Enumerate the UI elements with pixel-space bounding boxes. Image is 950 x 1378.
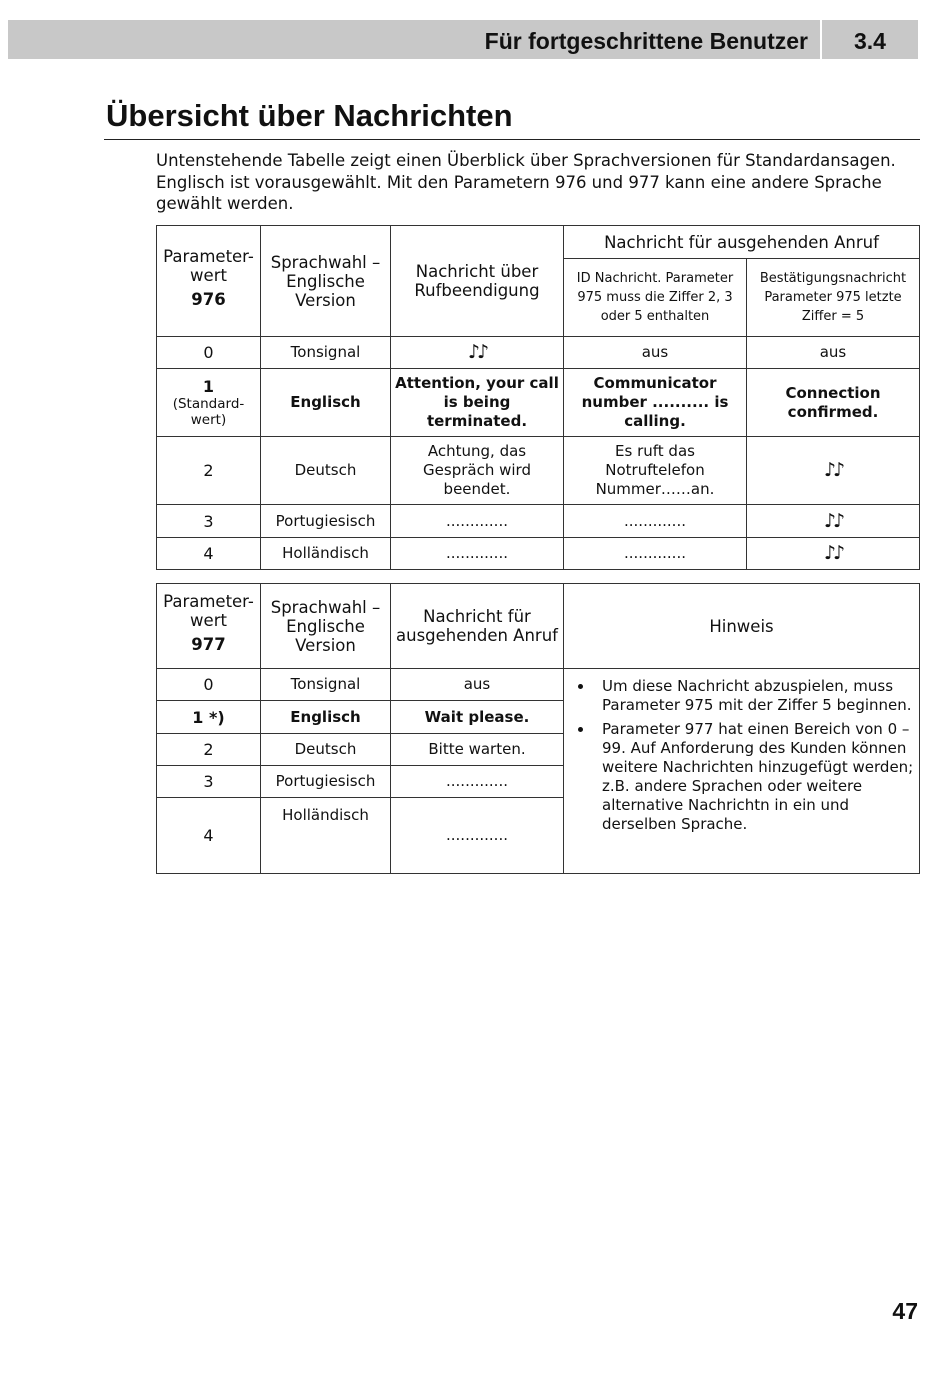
param-header-value: 977 [191, 635, 226, 654]
language-cell: Portugiesisch [261, 505, 391, 538]
hint-item: • Um diese Nachricht abzuspielen, muss Parameter 975 mit der Ziffer 5 beginnen. [594, 677, 915, 715]
language-cell: Holländisch [261, 538, 391, 570]
intro-paragraph: Untenstehende Tabelle zeigt einen Überblick über Sprachversionen für Standardansagen. Englisch ist vorausgewählt. Mit den Parametern 976 und 977 kann eine andere Sprache gewählt werden. [156, 151, 896, 213]
language-cell: Englisch [261, 369, 391, 437]
param-cell: 3 [157, 505, 261, 538]
header-bar [8, 20, 918, 59]
page-number: 47 [892, 1298, 918, 1324]
outgoing-cell: ............. [391, 766, 564, 798]
table-parameter-976 [156, 225, 920, 570]
language-cell: Tonsignal [261, 337, 391, 369]
id-message-cell: Communicator number .......... is calling. [564, 369, 747, 437]
param-cell: 1 *) [157, 701, 261, 734]
table-parameter-977 [156, 583, 920, 874]
table-row [157, 369, 920, 437]
outgoing-cell: ............. [391, 798, 564, 874]
confirm-cell: Connection confirmed. [747, 369, 920, 437]
language-cell: Deutsch [261, 734, 391, 766]
param-cell: 4 [157, 798, 261, 874]
param-cell: 2 [157, 437, 261, 505]
language-cell: Englisch [261, 701, 391, 734]
title-rule [104, 139, 920, 140]
call-end-cell: ............. [391, 538, 564, 570]
call-end-cell: Achtung, das Gespräch wird beendet. [391, 437, 564, 505]
param-cell: 3 [157, 766, 261, 798]
param-cell: 0 [157, 337, 261, 369]
confirm-header: Bestätigungsnachricht Parameter 975 letzte Ziffer = 5 [747, 259, 920, 337]
call-end-header: Nachricht über Rufbeendigung [391, 226, 564, 337]
music-note-icon: ♪♪ [747, 505, 920, 538]
param-header [157, 584, 261, 669]
call-end-cell: Attention, your call is being terminated. [391, 369, 564, 437]
table-row [157, 437, 920, 505]
param-cell [157, 369, 261, 437]
table-row [157, 337, 920, 369]
id-message-header: ID Nachricht. Parameter 975 muss die Ziffer 2, 3 oder 5 enthalten [564, 259, 747, 337]
call-end-cell: ............. [391, 505, 564, 538]
language-cell: Tonsignal [261, 669, 391, 701]
outgoing-header: Nachricht für ausgehenden Anruf [564, 226, 920, 259]
confirm-cell: aus [747, 337, 920, 369]
param-header-label: Parameter-wert [163, 247, 254, 285]
table-row [157, 505, 920, 538]
outgoing-cell: aus [391, 669, 564, 701]
param-cell: 2 [157, 734, 261, 766]
outgoing-cell: Bitte warten. [391, 734, 564, 766]
id-message-cell: Es ruft das Notruftelefon Nummer……an. [564, 437, 747, 505]
hint-cell [564, 669, 920, 874]
id-message-cell: aus [564, 337, 747, 369]
outgoing-header: Nachricht für ausgehenden Anruf [391, 584, 564, 669]
param-cell: 4 [157, 538, 261, 570]
music-note-icon: ♪♪ [747, 437, 920, 505]
param-default-note: (Standard-wert) [172, 396, 245, 428]
param-header-label: Parameter-wert [163, 592, 254, 630]
hint-item: • Parameter 977 hat einen Bereich von 0 – 99. Auf Anforderung des Kunden können weitere Nachrichten hinzugefügt werden; z.B. andere Sprachen oder weitere alternative Nachrichtn in ein und derselben Sprache. [594, 720, 915, 834]
header-title: Für fortgeschrittene Benutzer [484, 28, 808, 54]
outgoing-cell: Wait please. [391, 701, 564, 734]
table-row [157, 669, 920, 701]
param-cell: 0 [157, 669, 261, 701]
section-number: 3.4 [854, 28, 886, 54]
param-value: 1 [202, 377, 215, 396]
hint-header: Hinweis [564, 584, 920, 669]
param-header-value: 976 [191, 290, 226, 309]
table-row [157, 538, 920, 570]
id-message-cell: ............. [564, 505, 747, 538]
music-note-icon: ♪♪ [391, 337, 564, 369]
language-cell: Portugiesisch [261, 766, 391, 798]
hint-list [564, 677, 915, 834]
id-message-cell: ............. [564, 538, 747, 570]
music-note-icon: ♪♪ [747, 538, 920, 570]
language-cell: Deutsch [261, 437, 391, 505]
param-header [157, 226, 261, 337]
language-header: Sprachwahl – Englische Version [261, 584, 391, 669]
language-cell: Holländisch [261, 798, 391, 874]
language-header: Sprachwahl – Englische Version [261, 226, 391, 337]
page-title: Übersicht über Nachrichten [106, 98, 513, 133]
